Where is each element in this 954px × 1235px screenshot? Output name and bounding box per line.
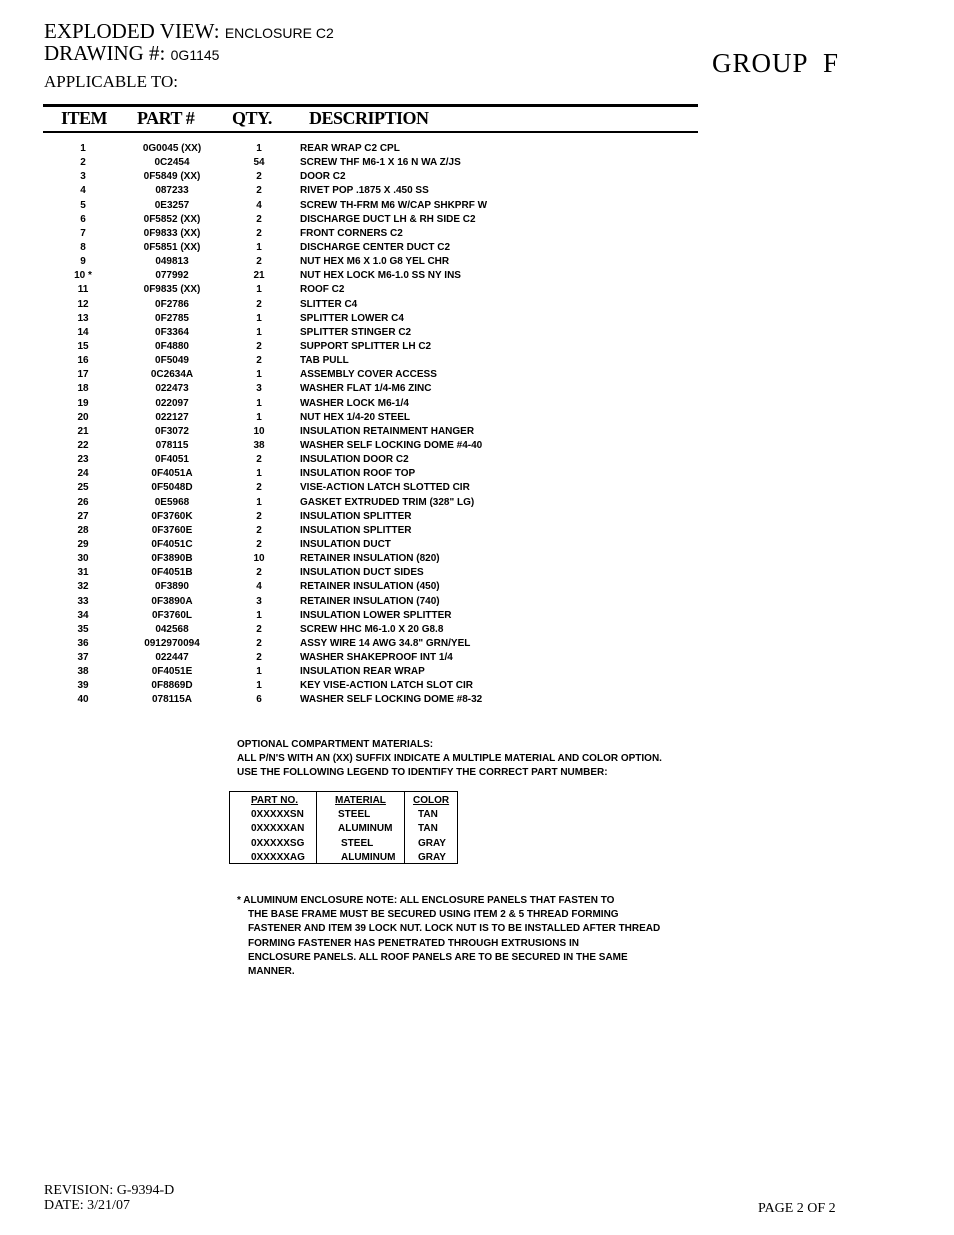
table-row [0, 227, 954, 241]
row-description: SPLITTER STINGER C2 [300, 326, 412, 338]
row-part-number: 0F5049 [155, 355, 189, 367]
row-item: 1 [80, 143, 86, 154]
optional-line-2: ALL P/N'S WITH AN (XX) SUFFIX INDICATE A MULTIPLE MATERIAL AND COLOR OPTION. [237, 753, 662, 765]
row-description: WASHER SELF LOCKING DOME #4-40 [300, 439, 483, 451]
row-qty: 2 [256, 171, 262, 183]
row-qty: 2 [256, 567, 262, 579]
row-qty: 21 [253, 270, 265, 282]
row-qty: 2 [256, 213, 262, 225]
row-item: 33 [77, 595, 89, 607]
row-part-number: 0F9835 (XX) [143, 284, 201, 296]
col-header-item: ITEM [61, 108, 108, 128]
legend-color: TAN [418, 823, 438, 834]
table-row [0, 481, 954, 495]
table-row [0, 580, 954, 594]
header-rule-bottom [43, 131, 698, 133]
table-row [0, 184, 954, 198]
row-part-number: 0F5048D [151, 482, 193, 494]
row-qty: 2 [256, 538, 262, 550]
table-row [0, 312, 954, 326]
table-row [0, 397, 954, 411]
row-part-number: 0F3760E [151, 524, 193, 536]
table-row [0, 637, 954, 651]
row-item: 2 [80, 157, 86, 169]
row-part-number: 0C2634A [150, 369, 194, 381]
table-row [0, 199, 954, 213]
row-qty: 1 [256, 609, 262, 621]
row-item: 40 [77, 694, 89, 706]
table-row [0, 241, 954, 255]
table-row [0, 453, 954, 467]
row-description: DISCHARGE DUCT LH & RH SIDE C2 [300, 213, 476, 225]
row-description: SCREW THF M6-1 X 16 N WA Z/JS [300, 157, 461, 169]
row-description: GASKET EXTRUDED TRIM (328" LG) [300, 496, 475, 508]
row-qty: 1 [256, 241, 262, 253]
row-part-number: 022447 [155, 652, 189, 664]
row-description: NUT HEX 1/4-20 STEEL [300, 411, 411, 423]
row-description: WASHER LOCK M6-1/4 [300, 397, 409, 409]
row-description: INSULATION DOOR C2 [300, 454, 409, 466]
row-part-number: 0E5968 [154, 496, 190, 508]
optional-line-1: OPTIONAL COMPARTMENT MATERIALS: [237, 739, 434, 750]
note-line-4: FORMING FASTENER HAS PENETRATED THROUGH EXTRUSIONS IN [248, 937, 579, 949]
row-item: 28 [77, 524, 89, 536]
row-part-number: 087233 [155, 185, 189, 197]
row-qty: 1 [256, 680, 262, 692]
row-qty: 2 [256, 185, 262, 197]
row-qty: 1 [256, 468, 262, 480]
row-description: RIVET POP .1875 X .450 SS [300, 185, 429, 197]
row-qty: 2 [256, 298, 262, 310]
parts-list [0, 142, 954, 708]
table-row [0, 411, 954, 425]
optional-materials-note [237, 738, 662, 781]
row-part-number: 0F4051A [151, 468, 193, 480]
row-description: DISCHARGE CENTER DUCT C2 [300, 241, 451, 253]
row-part-number: 0F4051E [151, 666, 193, 678]
row-part-number: 0F2786 [155, 298, 189, 310]
table-row [0, 623, 954, 637]
table-row [0, 693, 954, 707]
row-description: DOOR C2 [300, 171, 346, 183]
optional-line-3: USE THE FOLLOWING LEGEND TO IDENTIFY THE CORRECT PART NUMBER: [237, 767, 608, 779]
table-row [0, 326, 954, 340]
legend-part: 0XXXXXSN [251, 809, 304, 820]
row-qty: 2 [256, 652, 262, 664]
table-row [0, 156, 954, 170]
row-item: 25 [77, 482, 89, 494]
legend-material: ALUMINUM [338, 823, 393, 834]
row-part-number: 0F2785 [155, 312, 189, 324]
row-qty: 4 [256, 581, 262, 593]
page-number: PAGE 2 OF 2 [758, 1201, 836, 1216]
legend-part: 0XXXXXAN [251, 823, 305, 834]
row-item: 22 [77, 439, 89, 451]
row-qty: 1 [256, 143, 262, 154]
table-row [0, 298, 954, 312]
row-part-number: 0912970094 [144, 637, 200, 649]
note-line-1: * ALUMINUM ENCLOSURE NOTE: ALL ENCLOSURE PANELS THAT FASTEN TO [237, 895, 615, 906]
row-part-number: 049813 [155, 256, 189, 268]
row-qty: 2 [256, 355, 262, 367]
row-item: 35 [77, 623, 89, 635]
row-item: 8 [80, 241, 86, 253]
legend-color: GRAY [418, 852, 446, 863]
row-description: WASHER FLAT 1/4-M6 ZINC [300, 383, 432, 395]
table-row [0, 679, 954, 693]
row-qty: 38 [253, 439, 265, 451]
row-description: REAR WRAP C2 CPL [300, 143, 400, 154]
table-row [0, 142, 954, 156]
row-item: 16 [77, 355, 89, 367]
row-description: ROOF C2 [300, 284, 345, 296]
row-part-number: 0F4051 [155, 454, 189, 466]
row-qty: 2 [256, 510, 262, 522]
row-description: ASSY WIRE 14 AWG 34.8" GRN/YEL [300, 637, 471, 649]
row-description: SPLITTER LOWER C4 [300, 312, 404, 324]
row-description: INSULATION RETAINMENT HANGER [300, 425, 475, 437]
row-item: 17 [77, 369, 89, 381]
row-item: 23 [77, 454, 89, 466]
row-qty: 2 [256, 227, 262, 239]
row-description: SUPPORT SPLITTER LH C2 [300, 340, 432, 352]
row-part-number: 022097 [155, 397, 189, 409]
row-description: INSULATION ROOF TOP [300, 468, 416, 480]
row-qty: 2 [256, 340, 262, 352]
note-line-2: THE BASE FRAME MUST BE SECURED USING ITEM 2 & 5 THREAD FORMING [248, 909, 619, 921]
legend-divider [316, 792, 317, 863]
row-part-number: 042568 [155, 623, 189, 635]
row-item: 34 [77, 609, 89, 621]
row-part-number: 0F4051B [151, 567, 193, 579]
row-item: 12 [77, 298, 89, 310]
row-part-number: 0C2454 [154, 157, 190, 169]
applicable-to-label: APPLICABLE TO: [44, 72, 178, 91]
row-item: 5 [80, 199, 86, 211]
row-item: 32 [77, 581, 89, 593]
table-row [0, 354, 954, 368]
note-line-6: MANNER. [248, 966, 295, 978]
date-label: DATE: 3/21/07 [44, 1198, 130, 1213]
row-qty: 10 [253, 553, 265, 565]
table-row [0, 552, 954, 566]
row-item: 31 [77, 567, 89, 579]
legend-material: STEEL [341, 838, 374, 849]
table-row [0, 566, 954, 580]
legend-divider [404, 792, 405, 863]
header-rule-top [43, 104, 698, 107]
row-part-number: 0F3760L [151, 609, 193, 621]
row-item: 36 [77, 637, 89, 649]
row-description: VISE-ACTION LATCH SLOTTED CIR [300, 482, 470, 494]
row-part-number: 0F5851 (XX) [143, 241, 201, 253]
row-description: RETAINER INSULATION (450) [300, 581, 440, 593]
row-qty: 1 [256, 326, 262, 338]
row-item: 6 [80, 213, 86, 225]
title-value: ENCLOSURE C2 [224, 25, 334, 41]
row-item: 21 [77, 425, 89, 437]
col-header-description: DESCRIPTION [309, 108, 429, 128]
legend-material: STEEL [338, 809, 371, 820]
row-item: 38 [77, 666, 89, 678]
legend-part: 0XXXXXSG [251, 838, 305, 849]
table-row [0, 255, 954, 269]
note-line-5: ENCLOSURE PANELS. ALL ROOF PANELS ARE TO BE SECURED IN THE SAME [248, 951, 628, 963]
legend-material: ALUMINUM [341, 852, 396, 863]
row-description: INSULATION DUCT SIDES [300, 567, 424, 579]
row-description: INSULATION SPLITTER [300, 510, 412, 522]
row-qty: 1 [256, 397, 262, 409]
row-part-number: 0F4880 [155, 340, 189, 352]
table-row [0, 467, 954, 481]
legend-header-part: PART NO. [251, 795, 299, 806]
table-row [0, 368, 954, 382]
row-part-number: 077992 [155, 270, 189, 282]
table-row [0, 651, 954, 665]
aluminum-enclosure-note [237, 894, 660, 979]
row-item: 11 [77, 284, 89, 296]
row-part-number: 022473 [155, 383, 189, 395]
row-part-number: 078115 [155, 439, 189, 451]
row-description: WASHER SHAKEPROOF INT 1/4 [300, 652, 453, 664]
row-qty: 3 [256, 595, 262, 607]
row-part-number: 0F3890 [155, 581, 189, 593]
table-row [0, 170, 954, 184]
table-row [0, 538, 954, 552]
row-description: INSULATION LOWER SPLITTER [300, 609, 452, 621]
legend-header-material: MATERIAL [335, 795, 386, 806]
material-legend-table [229, 791, 458, 864]
row-part-number: 0F3890A [151, 595, 193, 607]
row-item: 13 [77, 312, 89, 324]
row-part-number: 0F3072 [155, 425, 189, 437]
drawing-prefix: DRAWING #: [44, 41, 166, 65]
row-description: ASSEMBLY COVER ACCESS [300, 369, 437, 381]
row-qty: 4 [256, 199, 262, 211]
row-part-number: 0F4051C [151, 538, 193, 550]
row-item: 20 [77, 411, 89, 423]
row-item: 14 [77, 326, 89, 338]
row-qty: 2 [256, 256, 262, 268]
legend-header-color: COLOR [413, 795, 450, 806]
row-part-number: 022127 [155, 411, 189, 423]
row-qty: 1 [256, 369, 262, 381]
table-row [0, 665, 954, 679]
row-description: FRONT CORNERS C2 [300, 227, 403, 239]
table-row [0, 213, 954, 227]
row-item: 24 [77, 468, 89, 480]
table-row [0, 496, 954, 510]
row-description: SCREW HHC M6-1.0 X 20 G8.8 [300, 623, 444, 635]
row-description: NUT HEX LOCK M6-1.0 SS NY INS [300, 270, 461, 282]
table-row [0, 382, 954, 396]
row-qty: 3 [256, 383, 262, 395]
table-row [0, 609, 954, 623]
row-qty: 2 [256, 482, 262, 494]
row-qty: 1 [256, 496, 262, 508]
row-qty: 1 [256, 411, 262, 423]
revision-block [44, 1183, 174, 1213]
row-description: INSULATION REAR WRAP [300, 666, 425, 678]
row-qty: 54 [253, 157, 265, 169]
row-part-number: 0F3364 [155, 326, 189, 338]
row-qty: 2 [256, 637, 262, 649]
row-qty: 6 [256, 694, 262, 706]
row-qty: 2 [256, 623, 262, 635]
row-part-number: 0F9833 (XX) [143, 227, 201, 239]
table-row [0, 269, 954, 283]
row-item: 7 [80, 227, 86, 239]
row-qty: 1 [256, 284, 262, 296]
row-description: RETAINER INSULATION (820) [300, 553, 440, 565]
row-part-number: 078115A [151, 694, 193, 706]
row-item: 4 [80, 185, 86, 197]
col-header-qty: QTY. [232, 108, 272, 128]
table-row [0, 510, 954, 524]
table-row [0, 595, 954, 609]
legend-part: 0XXXXXAG [251, 852, 305, 863]
row-part-number: 0F3890B [151, 553, 193, 565]
table-row [0, 283, 954, 297]
row-qty: 10 [253, 425, 265, 437]
row-qty: 2 [256, 454, 262, 466]
table-row [0, 439, 954, 453]
row-qty: 1 [256, 666, 262, 678]
row-part-number: 0F3760K [151, 510, 193, 522]
row-item: 15 [77, 340, 89, 352]
row-part-number: 0F5849 (XX) [143, 171, 201, 183]
group-label: GROUP F [712, 48, 840, 78]
row-item: 3 [80, 171, 86, 183]
row-part-number: 0F5852 (XX) [143, 213, 201, 225]
legend-color: TAN [418, 809, 438, 820]
row-description: RETAINER INSULATION (740) [300, 595, 440, 607]
row-description: WASHER SELF LOCKING DOME #8-32 [300, 694, 483, 706]
table-row [0, 524, 954, 538]
row-description: NUT HEX M6 X 1.0 G8 YEL CHR [300, 256, 450, 268]
row-item: 26 [77, 496, 89, 508]
row-item: 19 [77, 397, 89, 409]
row-item: 9 [80, 256, 86, 268]
row-item: 30 [77, 553, 89, 565]
row-description: INSULATION DUCT [300, 538, 391, 550]
table-row [0, 340, 954, 354]
row-description: SLITTER C4 [300, 298, 358, 310]
table-row [0, 425, 954, 439]
row-description: TAB PULL [300, 355, 349, 367]
row-item: 27 [77, 510, 89, 522]
row-description: SCREW TH-FRM M6 W/CAP SHKPRF W [300, 199, 488, 211]
note-line-3: FASTENER AND ITEM 39 LOCK NUT. LOCK NUT IS TO BE INSTALLED AFTER THREAD [248, 923, 661, 935]
row-item: 18 [77, 383, 89, 395]
row-item: 10 * [74, 270, 92, 282]
row-description: INSULATION SPLITTER [300, 524, 412, 536]
legend-color: GRAY [418, 838, 446, 849]
row-part-number: 0E3257 [154, 199, 190, 211]
row-item: 37 [77, 652, 89, 664]
row-part-number: 0F8869D [151, 680, 193, 692]
row-qty: 2 [256, 524, 262, 536]
row-part-number: 0G0045 (XX) [142, 143, 202, 154]
row-qty: 1 [256, 312, 262, 324]
title-prefix: EXPLODED VIEW: [44, 19, 220, 43]
row-description: KEY VISE-ACTION LATCH SLOT CIR [300, 680, 473, 692]
revision-label: REVISION: G-9394-D [44, 1183, 175, 1198]
row-item: 29 [77, 538, 89, 550]
drawing-value: 0G1145 [170, 47, 220, 63]
drawing-number [44, 42, 219, 66]
col-header-part: PART # [137, 108, 195, 128]
row-item: 39 [77, 680, 89, 692]
